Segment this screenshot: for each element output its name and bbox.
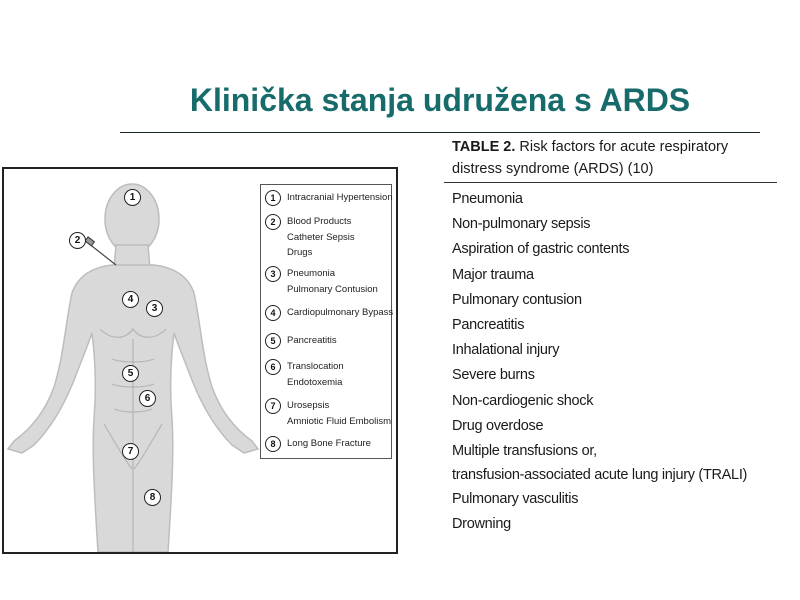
body-marker-2: 2 [69,232,86,249]
body-marker-5: 5 [122,365,139,382]
table-caption [452,136,782,180]
table-caption-label: TABLE 2. [452,139,516,155]
risk-factor-list [452,187,782,537]
legend-item-8 [265,436,371,452]
legend-text: Long Bone Fracture [287,438,371,449]
legend-text: Urosepsis [287,400,330,411]
legend-text: Endotoxemia [287,376,343,388]
table-header-rule [444,182,777,183]
legend-text: Intracranial Hypertension [287,192,393,203]
legend-text: Pneumonia [287,268,336,279]
legend-item-2 [265,214,355,261]
slide-title: Klinička stanja udružena s ARDS [189,82,691,118]
list-item: Aspiration of gastric contents [452,241,630,258]
figure-legend [260,184,392,459]
body-marker-6: 6 [139,390,156,407]
legend-text: Blood Products [287,216,352,227]
legend-item-3 [265,266,378,297]
legend-text: Pulmonary Contusion [287,283,378,295]
body-marker-4: 4 [122,291,139,308]
body-marker-8: 8 [144,489,161,506]
legend-number: 1 [265,190,281,206]
list-item: Non-cardiogenic shock [452,392,594,409]
legend-item-6 [265,359,344,390]
list-item: Major trauma [452,266,534,283]
list-item: Severe burns [452,367,535,384]
legend-text: Translocation [287,361,344,372]
list-item: Pulmonary vasculitis [452,491,579,508]
legend-number: 7 [265,398,281,414]
legend-number: 4 [265,305,281,321]
list-item: Pulmonary contusion [452,291,582,308]
list-item: Pancreatitis [452,317,525,334]
legend-item-5 [265,333,337,349]
list-item: Pneumonia [452,191,523,207]
legend-number: 3 [265,266,281,282]
body-marker-1: 1 [124,189,141,206]
body-marker-7: 7 [122,443,139,460]
legend-number: 8 [265,436,281,452]
table-caption-text: Risk factors for acute respiratory distress syndrome (ARDS) (10) [452,139,729,177]
legend-item-4 [265,305,393,321]
list-item: Multiple transfusions or, [452,443,597,460]
legend-number: 2 [265,214,281,230]
body-marker-3: 3 [146,300,163,317]
legend-item-1 [265,190,393,206]
body-figure [2,167,398,554]
list-item: Drowning [452,516,511,533]
legend-text: Drugs [287,247,313,258]
legend-item-7 [265,398,391,429]
legend-text: Catheter Sepsis [287,231,355,243]
list-item: Non-pulmonary sepsis [452,216,591,233]
legend-text: Amniotic Fluid Embolism [287,415,391,427]
list-item: Inhalational injury [452,342,560,359]
list-item: Drug overdose [452,417,544,434]
legend-text: Pancreatitis [287,335,337,346]
legend-number: 5 [265,333,281,349]
legend-text: Cardiopulmonary Bypass [287,307,394,318]
legend-number: 6 [265,359,281,375]
title-divider [120,132,760,133]
list-item: transfusion-associated acute lung injury (TRALI) [452,467,748,484]
